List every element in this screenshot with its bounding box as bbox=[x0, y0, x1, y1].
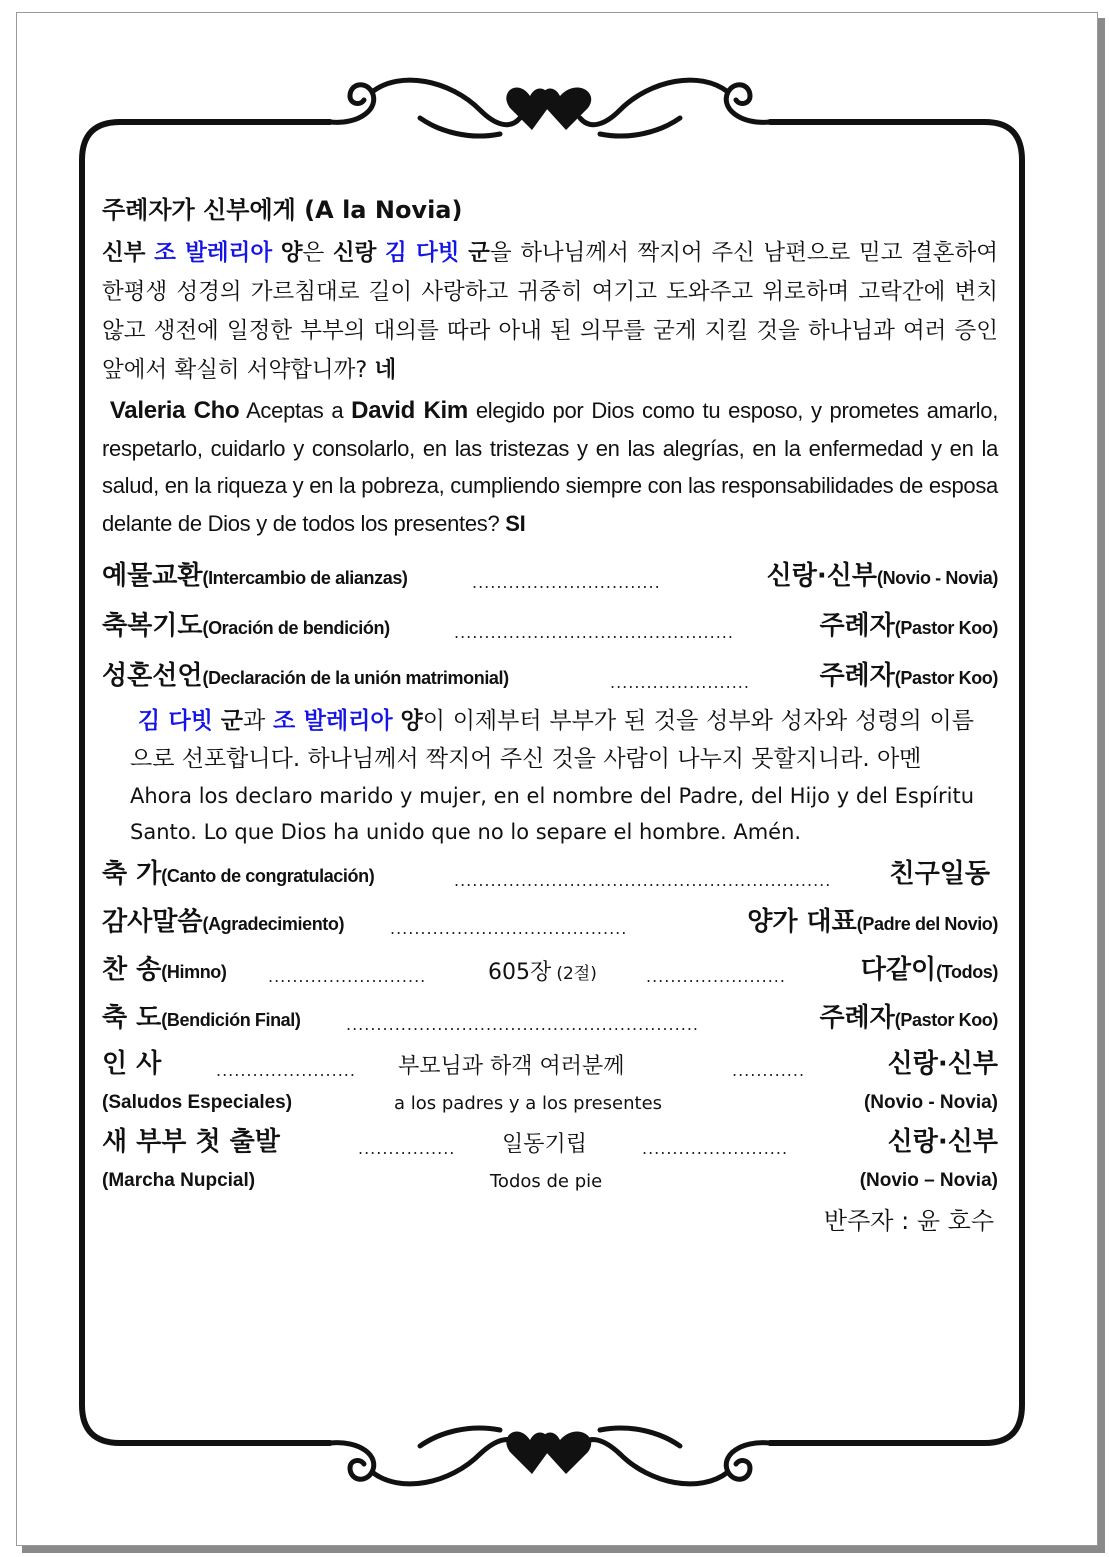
groom-name-es: David Kim bbox=[351, 397, 468, 424]
program-item-es: (Oración de bendición) bbox=[202, 618, 390, 638]
accompanist-row bbox=[102, 1196, 998, 1242]
program-who-kr: 주례자 bbox=[819, 1003, 895, 1033]
program-who-kr: 신랑·신부 bbox=[887, 1127, 998, 1157]
leader-dots: ........................ bbox=[642, 1139, 789, 1158]
program-item-kr: 인 사 bbox=[102, 1049, 162, 1079]
program-row-march bbox=[102, 1118, 998, 1166]
program-who-kr: 양가 대표 bbox=[747, 907, 857, 937]
march-korean: 일동기립 bbox=[502, 1132, 588, 1157]
groom-suffix: 군 bbox=[468, 240, 490, 266]
program-row-benediction bbox=[102, 994, 998, 1042]
program-who-es: (Pastor Koo) bbox=[894, 1010, 998, 1030]
program-who-kr: 신랑·신부 bbox=[766, 561, 877, 591]
vow-korean bbox=[102, 234, 998, 390]
march-spanish: Todos de pie bbox=[490, 1171, 603, 1192]
vow-korean-text: 을 하나님께서 짝지어 주신 남편으로 믿고 결혼하여 한평생 성경의 가르침대로 길이 사랑하고 귀중히 여기고 도와주고 위로하며 고락간에 변치 않고 생전에 일정한 부부의 대의를 따라 아내 된 의무를 굳게 지킬 것을 하나님과 여러 증인 앞에서 확실히 서약합니까? bbox=[102, 240, 998, 383]
hymn-number: 605장 bbox=[488, 960, 552, 985]
program-who-kr: 주례자 bbox=[819, 661, 895, 691]
particle: 과 bbox=[243, 708, 266, 734]
program-who-es: (Novio – Novia) bbox=[859, 1170, 998, 1191]
program-item-kr: 성혼선언 bbox=[102, 661, 203, 691]
program-who-kr: 신랑·신부 bbox=[887, 1049, 998, 1079]
declaration-spanish: Ahora los declaro marido y mujer, en el nombre del Padre, del Hijo y del Espíritu Santo. Lo que Dios ha unido que no lo separe el hombre. Amén. bbox=[130, 784, 974, 844]
accompanist: 반주자 : 윤 호수 bbox=[823, 1207, 994, 1235]
vow-spanish bbox=[102, 392, 998, 542]
leader-dots: ............................... bbox=[472, 573, 661, 592]
bride-label: 신부 bbox=[102, 240, 146, 266]
program-item-es: (Declaración de la unión matrimonial) bbox=[202, 668, 509, 688]
leader-dots: ....................... bbox=[216, 1061, 356, 1080]
bride-suffix: 양 bbox=[400, 708, 423, 734]
program-item-es: (Canto de congratulación) bbox=[161, 866, 375, 886]
program-who-es: (Pastor Koo) bbox=[894, 618, 998, 638]
leader-dots: ....................... bbox=[610, 673, 750, 692]
bride-name-kr: 조 발레리아 bbox=[273, 708, 393, 734]
program-row-declaration bbox=[102, 650, 998, 700]
leader-dots: .............................................................. bbox=[454, 871, 832, 890]
document-content bbox=[102, 188, 998, 1242]
program-item-es: (Marcha Nupcial) bbox=[102, 1170, 256, 1191]
groom-label: 신랑 bbox=[332, 240, 377, 266]
leader-dots: .......................... bbox=[268, 967, 427, 986]
hymn-verse: (2절) bbox=[556, 964, 597, 984]
program-item-kr: 예물교환 bbox=[102, 561, 203, 591]
program-who-es: (Todos) bbox=[936, 962, 998, 982]
program-item-kr: 찬 송 bbox=[102, 955, 162, 985]
program-item-kr: 새 부부 첫 출발 bbox=[102, 1127, 280, 1157]
groom-suffix: 군 bbox=[220, 708, 244, 734]
heart-pair-top bbox=[506, 88, 591, 130]
vow-spanish-answer: SI bbox=[505, 510, 526, 536]
program-item-es: (Bendición Final) bbox=[161, 1010, 301, 1030]
program-who-es: (Novio - Novia) bbox=[863, 1092, 998, 1113]
program-item-kr: 축 도 bbox=[102, 1003, 162, 1033]
program-row-thanks bbox=[102, 898, 998, 946]
vow-korean-answer: 네 bbox=[374, 357, 397, 383]
program-row-hymn bbox=[102, 946, 998, 994]
bride-suffix: 양 bbox=[280, 240, 303, 266]
vow-spanish-text-1: Aceptas a bbox=[246, 398, 344, 423]
greeting-spanish: a los padres y a los presentes bbox=[394, 1093, 663, 1114]
leader-dots: ....................... bbox=[646, 967, 786, 986]
program-row-greeting-es bbox=[102, 1088, 998, 1118]
vow-spanish-text: elegido por Dios como tu esposo, y prometes amarlo, respetarlo, cuidarlo y consolarlo, en las tristezas y en las alegrías, en la enfermedad y en la salud, en la riqueza y en la pobreza, cumpliendo siempre con las responsabilidades de esposa delante de Dios y de todos los presentes? bbox=[102, 398, 999, 536]
declaration-korean-text: 이 이제부터 부부가 된 것을 성부와 성자와 성령의 이름으로 선포합니다. 하나님께서 짝지어 주신 것을 사람이 나누지 못할지니라. 아멘 bbox=[130, 708, 974, 772]
program-item-es: (Himno) bbox=[161, 962, 227, 982]
program-row-prayer bbox=[102, 600, 998, 650]
program-who-kr: 친구일동 bbox=[889, 859, 990, 889]
program-who-kr: 주례자 bbox=[819, 611, 895, 641]
program-who-es: (Pastor Koo) bbox=[894, 668, 998, 688]
section-heading: 주례자가 신부에게 (A la Novia) bbox=[102, 196, 463, 224]
greeting-korean: 부모님과 하객 여러분께 bbox=[398, 1054, 625, 1079]
bride-name-kr: 조 발레리아 bbox=[154, 240, 273, 266]
bride-name-es: Valeria Cho bbox=[109, 397, 240, 424]
leader-dots: .............................................. bbox=[454, 623, 734, 642]
program-row-march-es bbox=[102, 1166, 998, 1196]
heart-pair-bottom bbox=[506, 1432, 591, 1474]
program-row-rings bbox=[102, 550, 998, 600]
declaration-block bbox=[102, 702, 998, 850]
program-row-greeting bbox=[102, 1042, 998, 1088]
particle: 은 bbox=[302, 240, 325, 266]
program-row-song bbox=[102, 850, 998, 898]
program-item-es: (Intercambio de alianzas) bbox=[202, 568, 408, 588]
groom-name-kr: 김 다빗 bbox=[384, 240, 460, 266]
declaration-korean bbox=[130, 702, 974, 778]
groom-name-kr: 김 다빗 bbox=[137, 708, 213, 734]
leader-dots: ............ bbox=[732, 1061, 806, 1080]
program-item-kr: 감사말씀 bbox=[102, 907, 203, 937]
program-who-es: (Novio - Novia) bbox=[876, 568, 998, 588]
program-item-es: (Saludos Especiales) bbox=[102, 1092, 293, 1113]
program-item-es: (Agradecimiento) bbox=[202, 914, 345, 934]
program-item-kr: 축 가 bbox=[102, 859, 162, 889]
program-who-kr: 다같이 bbox=[860, 955, 937, 985]
program-who-es: (Padre del Novio) bbox=[856, 914, 998, 934]
leader-dots: .......................................................... bbox=[346, 1015, 699, 1034]
program-item-kr: 축복기도 bbox=[102, 611, 203, 641]
leader-dots: ....................................... bbox=[390, 919, 628, 938]
leader-dots: ................ bbox=[358, 1139, 456, 1158]
